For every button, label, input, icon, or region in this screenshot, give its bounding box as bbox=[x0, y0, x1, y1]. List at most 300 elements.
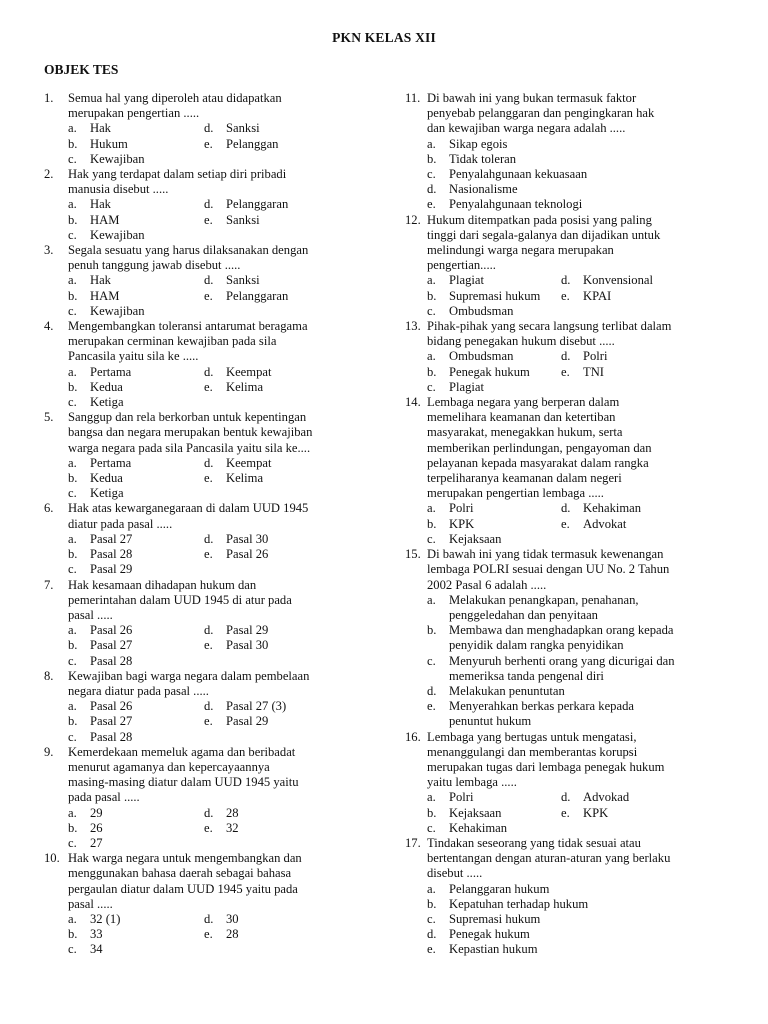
option-text: Pasal 27 bbox=[90, 714, 133, 729]
option-text: Melakukan penuntutan bbox=[449, 683, 565, 698]
question-text: Kemerdekaan memeluk agama dan beribadat menurut agamanya dan kepercayaannya masing-masing diatur dalam UUD 1945 yaitu pada pasal ..... bbox=[68, 744, 299, 805]
question-item bbox=[44, 669, 374, 745]
question-item bbox=[405, 319, 750, 395]
answer-option bbox=[561, 289, 750, 304]
option-text: Keempat bbox=[226, 364, 272, 379]
option-text: Membawa dan menghadapkan orang kepada penyidik dalam rangka penyidikan bbox=[449, 623, 674, 653]
option-text: Ombudsman bbox=[449, 349, 514, 364]
option-letter: d. bbox=[204, 121, 214, 136]
question-row bbox=[44, 319, 374, 365]
option-text: Penyalahgunaan kekuasaan bbox=[449, 167, 588, 182]
question-item bbox=[44, 851, 374, 957]
answer-option bbox=[68, 699, 204, 714]
option-letter: c. bbox=[68, 562, 77, 577]
question-number: 6. bbox=[44, 501, 54, 516]
answer-option bbox=[427, 532, 561, 547]
answer-option bbox=[561, 517, 750, 532]
answer-options bbox=[44, 456, 374, 502]
option-letter: b. bbox=[68, 471, 78, 486]
option-letter: d. bbox=[561, 273, 571, 288]
answer-option bbox=[427, 912, 750, 927]
option-letter: b. bbox=[427, 288, 437, 303]
answer-option bbox=[68, 942, 204, 957]
option-text: 32 (1) bbox=[90, 911, 121, 926]
option-text: Kehakiman bbox=[449, 820, 508, 835]
option-text: Kedua bbox=[90, 379, 123, 394]
question-row bbox=[405, 395, 750, 501]
option-text: 26 bbox=[90, 820, 103, 835]
answer-options bbox=[44, 806, 374, 852]
option-text: Ombudsman bbox=[449, 303, 514, 318]
option-letter: a. bbox=[68, 805, 77, 820]
option-letter: c. bbox=[427, 911, 436, 926]
option-text: Sanksi bbox=[226, 212, 260, 227]
option-text: Polri bbox=[449, 501, 474, 516]
answer-option bbox=[561, 501, 750, 516]
question-text: Hak kesamaan dihadapan hukum dan pemerintahan dalam UUD 1945 di atur pada pasal ..... bbox=[68, 577, 292, 622]
right-column bbox=[405, 91, 750, 958]
option-letter: b. bbox=[68, 136, 78, 151]
option-letter: a. bbox=[68, 699, 77, 714]
answer-option bbox=[427, 927, 750, 942]
answer-option bbox=[561, 365, 750, 380]
answer-option bbox=[68, 273, 204, 288]
option-letter: a. bbox=[427, 592, 436, 607]
answer-option bbox=[204, 197, 374, 212]
option-text: Pelanggaran hukum bbox=[449, 881, 550, 896]
answer-option bbox=[68, 395, 204, 410]
answer-option bbox=[68, 121, 204, 136]
option-letter: d. bbox=[561, 790, 571, 805]
option-text: Penegak hukum bbox=[449, 927, 530, 942]
answer-option bbox=[204, 699, 374, 714]
option-text: Pertama bbox=[90, 364, 132, 379]
option-letter: a. bbox=[68, 364, 77, 379]
answer-option bbox=[68, 730, 204, 745]
question-number: 17. bbox=[405, 835, 421, 850]
option-text: Pasal 28 bbox=[90, 547, 133, 562]
option-letter: b. bbox=[427, 364, 437, 379]
answer-option bbox=[68, 365, 204, 380]
question-item bbox=[405, 730, 750, 836]
answer-option bbox=[561, 790, 750, 805]
answer-option bbox=[68, 228, 204, 243]
answer-option bbox=[427, 273, 561, 288]
option-letter: e. bbox=[204, 547, 213, 562]
option-text: Kehakiman bbox=[583, 501, 642, 516]
option-text: Menyerahkan berkas perkara kepada penuntut hukum bbox=[449, 699, 634, 729]
option-text: Polri bbox=[583, 349, 608, 364]
answer-option bbox=[68, 912, 204, 927]
answer-options bbox=[405, 882, 750, 958]
answer-options bbox=[405, 273, 750, 319]
option-text: Tidak toleran bbox=[449, 151, 517, 166]
answer-option bbox=[204, 456, 374, 471]
question-number: 10. bbox=[44, 851, 60, 866]
option-letter: d. bbox=[204, 805, 214, 820]
answer-option bbox=[68, 547, 204, 562]
option-text: Kewajiban bbox=[90, 303, 145, 318]
option-text: Penyalahgunaan teknologi bbox=[449, 197, 583, 212]
option-text: Kewajiban bbox=[90, 227, 145, 242]
option-letter: e. bbox=[204, 927, 213, 942]
option-letter: c. bbox=[68, 486, 77, 501]
option-letter: b. bbox=[68, 547, 78, 562]
option-text: Sanksi bbox=[226, 273, 260, 288]
question-number: 9. bbox=[44, 744, 54, 759]
question-number: 13. bbox=[405, 319, 421, 334]
answer-option bbox=[427, 289, 561, 304]
option-letter: e. bbox=[204, 820, 213, 835]
question-text: Segala sesuatu yang harus dilaksanakan dengan penuh tanggung jawab disebut ..... bbox=[68, 243, 309, 273]
option-text: Ketiga bbox=[90, 486, 124, 501]
option-letter: d. bbox=[204, 531, 214, 546]
option-text: Sikap egois bbox=[449, 136, 508, 151]
answer-option bbox=[204, 471, 374, 486]
option-text: 33 bbox=[90, 927, 103, 942]
answer-option bbox=[68, 714, 204, 729]
answer-option bbox=[68, 304, 204, 319]
option-text: Pelanggaran bbox=[226, 288, 289, 303]
option-letter: e. bbox=[204, 471, 213, 486]
option-text: Hak bbox=[90, 121, 111, 136]
question-item bbox=[44, 243, 374, 319]
option-text: Pasal 26 bbox=[90, 623, 133, 638]
option-text: Kejaksaan bbox=[449, 805, 502, 820]
option-text: HAM bbox=[90, 212, 120, 227]
answer-option bbox=[68, 152, 204, 167]
answer-options bbox=[405, 501, 750, 547]
option-text: Kepastian hukum bbox=[449, 942, 538, 957]
option-text: Supremasi hukum bbox=[449, 288, 541, 303]
option-letter: e. bbox=[204, 379, 213, 394]
answer-option bbox=[68, 197, 204, 212]
answer-option bbox=[204, 213, 374, 228]
answer-option bbox=[427, 304, 561, 319]
option-letter: a. bbox=[68, 911, 77, 926]
answer-options bbox=[405, 790, 750, 836]
option-letter: d. bbox=[427, 683, 437, 698]
answer-option bbox=[427, 517, 561, 532]
answer-option bbox=[427, 806, 561, 821]
question-text: Hukum ditempatkan pada posisi yang paling tinggi dari segala-galanya dan dijadikan untuk melindungi warga negara merupakan pengertian..... bbox=[427, 212, 661, 273]
option-text: Keempat bbox=[226, 455, 272, 470]
option-letter: a. bbox=[68, 623, 77, 638]
answer-options bbox=[44, 699, 374, 745]
answer-option bbox=[204, 927, 374, 942]
option-text: Pelanggan bbox=[226, 136, 279, 151]
question-item bbox=[44, 745, 374, 851]
question-row bbox=[44, 167, 374, 197]
answer-options bbox=[405, 593, 750, 730]
question-item bbox=[405, 91, 750, 213]
answer-option bbox=[68, 471, 204, 486]
option-text: KPK bbox=[449, 516, 475, 531]
question-row bbox=[44, 501, 374, 531]
question-number: 5. bbox=[44, 410, 54, 425]
option-text: Kepatuhan terhadap hukum bbox=[449, 896, 589, 911]
question-item bbox=[44, 91, 374, 167]
question-row bbox=[44, 745, 374, 806]
answer-option bbox=[68, 623, 204, 638]
answer-option bbox=[427, 152, 750, 167]
question-item bbox=[405, 213, 750, 319]
option-letter: c. bbox=[68, 303, 77, 318]
answer-option bbox=[561, 273, 750, 288]
option-letter: d. bbox=[204, 623, 214, 638]
option-letter: a. bbox=[68, 197, 77, 212]
answer-options bbox=[44, 197, 374, 243]
option-text: 29 bbox=[90, 805, 103, 820]
question-text: Mengembangkan toleransi antarumat beragama merupakan cerminan kewajiban pada sila Pancasila yaitu sila ke ..... bbox=[68, 319, 308, 364]
option-text: Advokat bbox=[583, 516, 627, 531]
option-text: KPK bbox=[583, 805, 609, 820]
option-letter: e. bbox=[204, 714, 213, 729]
option-text: Pasal 29 bbox=[90, 562, 133, 577]
option-text: 32 bbox=[226, 820, 239, 835]
question-number: 2. bbox=[44, 167, 54, 182]
question-item bbox=[405, 547, 750, 729]
option-letter: c. bbox=[68, 227, 77, 242]
option-letter: d. bbox=[561, 349, 571, 364]
option-text: Pasal 27 bbox=[90, 638, 133, 653]
option-text: 34 bbox=[90, 942, 103, 957]
option-text: Pasal 28 bbox=[90, 729, 133, 744]
option-text: Penegak hukum bbox=[449, 364, 530, 379]
option-letter: c. bbox=[427, 531, 436, 546]
answer-options bbox=[405, 137, 750, 213]
answer-option bbox=[68, 654, 204, 669]
option-letter: e. bbox=[204, 136, 213, 151]
option-text: Pasal 27 bbox=[90, 531, 133, 546]
question-item bbox=[44, 167, 374, 243]
page-title: PKN KELAS XII bbox=[332, 30, 436, 45]
option-letter: c. bbox=[68, 395, 77, 410]
answer-option bbox=[427, 684, 750, 699]
question-text: Kewajiban bagi warga negara dalam pembelaan negara diatur pada pasal ..... bbox=[68, 668, 310, 698]
question-text: Lembaga yang bertugas untuk mengatasi, menanggulangi dan memberantas korupsi merupakan tugas dari lembaga penegak hukum yaitu lembaga ..... bbox=[427, 729, 665, 790]
option-letter: d. bbox=[204, 911, 214, 926]
answer-option bbox=[427, 654, 750, 684]
answer-options bbox=[44, 623, 374, 669]
question-row bbox=[405, 836, 750, 882]
question-text: Di bawah ini yang tidak termasuk kewenangan lembaga POLRI sesuai dengan UU No. 2 Tahun 2002 Pasal 6 adalah ..... bbox=[427, 547, 670, 592]
option-letter: b. bbox=[68, 212, 78, 227]
question-text: Tindakan seseorang yang tidak sesuai atau bertentangan dengan aturan-aturan yang berlaku disebut ..... bbox=[427, 835, 671, 881]
answer-option bbox=[204, 912, 374, 927]
option-letter: a. bbox=[427, 501, 436, 516]
option-letter: b. bbox=[427, 896, 437, 911]
question-text: Hak atas kewarganegaraan di dalam UUD 1945 diatur pada pasal ..... bbox=[68, 501, 309, 531]
answer-option bbox=[427, 137, 750, 152]
option-letter: a. bbox=[427, 349, 436, 364]
question-row bbox=[44, 91, 374, 121]
question-row bbox=[44, 851, 374, 912]
option-letter: a. bbox=[68, 531, 77, 546]
question-item bbox=[405, 395, 750, 547]
option-letter: c. bbox=[68, 653, 77, 668]
option-letter: d. bbox=[204, 364, 214, 379]
option-letter: e. bbox=[561, 805, 570, 820]
option-text: Nasionalisme bbox=[449, 182, 518, 197]
option-text: Supremasi hukum bbox=[449, 911, 541, 926]
answer-option bbox=[68, 927, 204, 942]
option-letter: c. bbox=[68, 729, 77, 744]
option-text: Kelima bbox=[226, 379, 264, 394]
question-row bbox=[405, 213, 750, 274]
answer-option bbox=[561, 806, 750, 821]
option-letter: c. bbox=[427, 303, 436, 318]
option-text: Pelanggaran bbox=[226, 197, 289, 212]
option-letter: e. bbox=[427, 942, 436, 957]
option-text: Kejaksaan bbox=[449, 531, 502, 546]
option-letter: e. bbox=[427, 699, 436, 714]
answer-option bbox=[68, 836, 204, 851]
left-column bbox=[44, 91, 374, 958]
answer-options bbox=[44, 273, 374, 319]
option-letter: a. bbox=[68, 273, 77, 288]
option-letter: c. bbox=[68, 151, 77, 166]
option-letter: a. bbox=[68, 455, 77, 470]
answer-option bbox=[204, 273, 374, 288]
question-row bbox=[44, 410, 374, 456]
option-letter: b. bbox=[68, 288, 78, 303]
option-letter: a. bbox=[427, 881, 436, 896]
question-number: 8. bbox=[44, 668, 54, 683]
question-text: Pihak-pihak yang secara langsung terlibat dalam bidang penegakan hukum disebut ..... bbox=[427, 319, 672, 349]
answer-options bbox=[44, 532, 374, 578]
option-letter: b. bbox=[68, 714, 78, 729]
option-text: Pasal 30 bbox=[226, 531, 269, 546]
question-text: Hak warga negara untuk mengembangkan dan menggunakan bahasa daerah sebagai bahasa pergaulan diatur dalam UUD 1945 yaitu pada pasal ..... bbox=[68, 851, 302, 911]
answer-option bbox=[427, 501, 561, 516]
option-text: Plagiat bbox=[449, 273, 484, 288]
question-number: 4. bbox=[44, 319, 54, 334]
option-letter: c. bbox=[68, 835, 77, 850]
option-letter: b. bbox=[427, 623, 437, 638]
option-text: Pasal 30 bbox=[226, 638, 269, 653]
option-letter: d. bbox=[204, 455, 214, 470]
option-text: Menyuruh berhenti orang yang dicurigai dan memeriksa tanda pengenal diri bbox=[449, 653, 675, 683]
option-text: Pasal 29 bbox=[226, 714, 269, 729]
question-item bbox=[405, 836, 750, 958]
answer-option bbox=[204, 137, 374, 152]
answer-option bbox=[427, 882, 750, 897]
question-number: 11. bbox=[405, 91, 421, 105]
question-text: Sanggup dan rela berkorban untuk kepentingan bangsa dan negara merupakan bentuk kewajiban warga negara pada sila Pancasila yaitu sila ke.... bbox=[68, 410, 313, 455]
option-letter: e. bbox=[561, 516, 570, 531]
question-text: Di bawah ini yang bukan termasuk faktor penyebab pelanggaran dan pengingkaran hak dan kewajiban warga negara adalah ..... bbox=[427, 91, 655, 136]
answer-options bbox=[44, 121, 374, 167]
question-item bbox=[44, 501, 374, 577]
option-text: Advokad bbox=[583, 790, 630, 805]
answer-option bbox=[68, 289, 204, 304]
answer-options bbox=[405, 349, 750, 395]
question-row bbox=[405, 91, 750, 137]
answer-option bbox=[204, 532, 374, 547]
option-letter: b. bbox=[427, 151, 437, 166]
option-text: Plagiat bbox=[449, 379, 484, 394]
option-text: Hukum bbox=[90, 136, 128, 151]
option-text: 28 bbox=[226, 927, 239, 942]
answer-option bbox=[68, 486, 204, 501]
question-text: Semua hal yang diperoleh atau didapatkan merupakan pengertian ..... bbox=[68, 91, 282, 121]
answer-option bbox=[204, 638, 374, 653]
answer-option bbox=[427, 821, 561, 836]
answer-option bbox=[204, 547, 374, 562]
answer-option bbox=[68, 638, 204, 653]
answer-option bbox=[427, 942, 750, 957]
option-letter: b. bbox=[68, 927, 78, 942]
option-text: Polri bbox=[449, 790, 474, 805]
answer-option bbox=[68, 213, 204, 228]
option-text: Pertama bbox=[90, 455, 132, 470]
option-letter: a. bbox=[427, 136, 436, 151]
option-text: Sanksi bbox=[226, 121, 260, 136]
question-number: 3. bbox=[44, 243, 54, 258]
option-letter: e. bbox=[561, 288, 570, 303]
question-item bbox=[44, 578, 374, 669]
option-text: Ketiga bbox=[90, 395, 124, 410]
answer-option bbox=[427, 349, 561, 364]
answer-option bbox=[68, 532, 204, 547]
answer-option bbox=[204, 714, 374, 729]
question-item bbox=[44, 319, 374, 410]
answer-option bbox=[204, 806, 374, 821]
answer-option bbox=[427, 593, 750, 623]
answer-option bbox=[427, 380, 561, 395]
answer-options bbox=[44, 912, 374, 958]
answer-option bbox=[68, 137, 204, 152]
option-letter: d. bbox=[427, 182, 437, 197]
option-letter: d. bbox=[204, 197, 214, 212]
option-text: Pasal 26 bbox=[226, 547, 269, 562]
option-letter: a. bbox=[427, 790, 436, 805]
question-row bbox=[405, 730, 750, 791]
question-number: 14. bbox=[405, 395, 421, 410]
option-letter: b. bbox=[68, 820, 78, 835]
option-text: Pasal 27 (3) bbox=[226, 699, 287, 714]
answer-option bbox=[68, 821, 204, 836]
option-letter: a. bbox=[427, 273, 436, 288]
option-letter: e. bbox=[427, 197, 436, 212]
option-letter: b. bbox=[427, 516, 437, 531]
option-letter: c. bbox=[427, 653, 436, 668]
option-text: Hak bbox=[90, 273, 111, 288]
option-text: Kedua bbox=[90, 471, 123, 486]
option-text: KPAI bbox=[583, 288, 612, 303]
question-row bbox=[405, 547, 750, 593]
option-text: Kelima bbox=[226, 471, 264, 486]
option-letter: b. bbox=[68, 638, 78, 653]
option-letter: b. bbox=[68, 379, 78, 394]
option-letter: c. bbox=[427, 820, 436, 835]
answer-options bbox=[44, 365, 374, 411]
option-text: Kewajiban bbox=[90, 151, 145, 166]
option-letter: e. bbox=[204, 212, 213, 227]
option-text: Melakukan penangkapan, penahanan, penggeledahan dan penyitaan bbox=[449, 592, 639, 622]
answer-option bbox=[68, 456, 204, 471]
option-letter: e. bbox=[561, 364, 570, 379]
option-letter: a. bbox=[68, 121, 77, 136]
answer-option bbox=[427, 365, 561, 380]
option-text: 27 bbox=[90, 835, 103, 850]
option-letter: c. bbox=[68, 942, 77, 957]
option-text: 30 bbox=[226, 911, 239, 926]
option-letter: d. bbox=[427, 927, 437, 942]
question-text: Lembaga negara yang berperan dalam memelihara keamanan dan ketertiban masyarakat, menegakkan hukum, serta memberikan perlindungan, pengayoman dan pelayanan kepada masyarakat dalam rangka terpeliharanya keamanan dalam negeri merupakan pengertian lembaga ..... bbox=[427, 395, 652, 501]
question-item bbox=[44, 410, 374, 501]
